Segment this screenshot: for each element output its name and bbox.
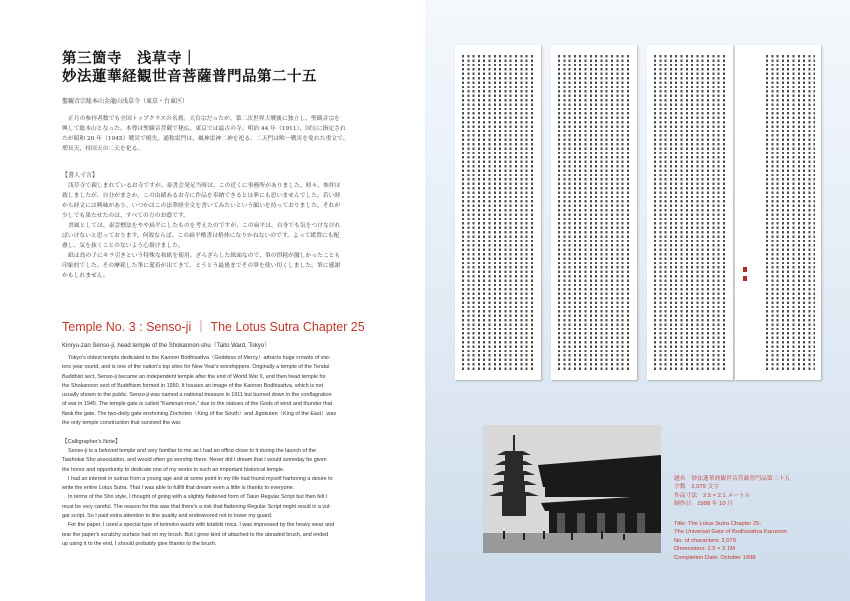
english-note-line: Senso-ji is a beloved temple and very familiar to me as I had an office close to it during the launch of the	[68, 448, 317, 454]
english-note	[62, 447, 406, 549]
japanese-title-line-1: 第三箇寺 浅草寺｜	[62, 50, 197, 67]
japanese-note-line: 致しましたが、自分がまさか、この由緒あるお寺に作品を奉納できるとは夢にも思いませんでした。若い時	[62, 193, 341, 199]
english-intro-line: flank the gate. The two-deity gate enshrining Zochoten（King of the South）and Jigokuten（King of the East）was	[62, 410, 337, 417]
japanese-intro-line: 興して総本山となった。本尊は聖観音菩薩で秘仏。東京では最古の寺。明治 44 年（1911）、国宝に指定され	[62, 126, 346, 132]
right-page	[425, 0, 850, 601]
english-note-line: must be very careful. The reason for this was that there's a risk that flattening Regular Script might result in a vul-	[62, 503, 332, 510]
english-note-line: gar script. So I paid extra attention to line quality and endeavored not to lower my guard.	[62, 513, 273, 520]
caption-line: 字数 2,079 文字	[674, 484, 720, 491]
japanese-note-line: かもしれません。	[62, 273, 109, 279]
japanese-subtitle: 聖観音宗総本山金龍山浅草寺（東京・台東区）	[62, 98, 189, 105]
calligraphy-scroll-3	[647, 45, 733, 380]
caption-line: 題名 妙法蓮華経観世音菩薩普門品第二十五	[674, 476, 790, 482]
work-caption-english	[674, 520, 787, 562]
calligraphy-scroll-1	[455, 45, 541, 380]
caption-line: The Universal Gate of Bodhisattva Kanzeon	[674, 529, 787, 536]
caption-line: Dimensions: 2.5 × 2.1M	[674, 546, 736, 553]
japanese-note-line: 書風としては、泰雲標法をやや扁平にしたものを考えたのですが、この扁平は、自身でも気をつけなけれ	[68, 223, 341, 229]
japanese-note-heading: 【書人寸言】	[62, 172, 99, 179]
japanese-note-line: ばいけないと思っております。何故ならば、この扁平楷書は格体になりかねないのです。よって緩置にも配	[62, 233, 340, 239]
temple-pagoda-icon	[483, 425, 661, 553]
caption-line: Title: The Lotus Sutra Chapter 25:	[674, 521, 762, 527]
english-note-line: write the entire Lotus Sutra. That I was able to fulfill that dream even a little is thanks to everyone.	[62, 485, 295, 492]
english-note-line: up using it to the end. I should probably give thanks to the brush.	[62, 540, 217, 547]
calligraphy-text-columns	[765, 55, 815, 370]
calligraphy-text-columns	[557, 55, 631, 370]
english-title: Temple No. 3 : Senso-ji ｜ The Lotus Sutra Chapter 25	[62, 320, 365, 334]
work-caption-japanese	[674, 475, 790, 509]
japanese-title	[62, 50, 402, 86]
japanese-note-line: 紙は鳥の子にキラ引きという特殊な和紙を使用。ざらざらした紙面なので、筆の摂耗が激しかったことも	[68, 253, 341, 259]
caption-line: No. of characters: 2,079	[674, 537, 736, 544]
japanese-note-line: 慮し、気を抜くことのないよう心掛けました。	[62, 243, 184, 249]
english-note-line: Taishokai Sho association, and would often go worship there. Never did I dream that I would someday be given	[62, 457, 327, 464]
english-note-heading: 【Calligrapher's Note】	[62, 439, 121, 445]
caption-line: 作品寸法 2.5 × 2.1 メートル	[674, 492, 751, 499]
calligraphy-scroll-2	[551, 45, 637, 380]
english-subtitle: Kinryu-zan Senso-ji, head temple of the Shokannon-shu（Taito Ward, Tokyo）	[62, 343, 271, 349]
english-note-line: In terms of the Sho style, I thought of going with a slightly flattened form of Taiun Regular Script but then felt I	[68, 494, 328, 501]
calligraphy-scroll-4	[735, 45, 821, 380]
caption-line: 制作日 1998 年 10 月	[674, 501, 733, 508]
english-intro-line: usually shown to the public. Senso-ji was named a national treasure in 1911 but burned down in the conflagration	[62, 392, 332, 399]
japanese-note-line: 印象的でした。その摩耗した筆に愛着が出てきて、とうとう最後までその筆を使い切くしました。筆に感謝	[62, 263, 341, 269]
english-intro-line: Buddhist sect, Senso-ji became an independent temple after the end of World War II, and then head temple for	[62, 373, 326, 380]
japanese-intro-line: たが昭和 20 年（1945）戦災で焼失。通称雷門は、風神雷神二神を祀る。二天門は唯一戦災を免れた重文で、	[62, 136, 349, 142]
english-intro-line: the only temple construction that survived the war.	[62, 420, 182, 427]
english-note-line: I had an interest in sutras from a young age and at some point in my life had found myself harboring a desire to	[68, 475, 333, 482]
english-note-line: the honor and opportunity to dedicate one of my works to such an important historical temple.	[62, 466, 285, 473]
japanese-note-line: から経文には興味があり、いつかはこの法華経全文を書いてみたいという願いを持っておりました。それが	[62, 203, 341, 209]
english-note-line: tear the paper's scratchy surface had on my brush. But I grew kind of attached to the abraded brush, and ended	[62, 531, 329, 538]
japanese-note	[62, 181, 404, 281]
japanese-note-line: 少しでも果たせたのは、すべての方のお蔭です。	[62, 213, 189, 219]
english-intro-line: of war in 1945. The temple gate is called "Kaminari-mon," due to the statues of the Gods of wind and thunder that	[62, 401, 333, 408]
japanese-title-line-2: 妙法蓮華経観世音菩薩普門品第二十五	[62, 68, 317, 85]
english-intro-line: the Shokannon sect of Buddhism formed in 1950. It houses an image of the Kannon Bodhisattva, which is not	[62, 382, 324, 389]
english-intro	[62, 354, 406, 428]
english-note-line: For the paper, I used a special type of torinoko washi with kirabiki mica. I was impressed by the heavy wear and	[68, 522, 335, 529]
english-intro-line: tors year round, and is one of the nation's top sites for New Year's worshippers. Originally a temple of the Tendai	[62, 364, 330, 371]
red-seal-icon	[743, 267, 747, 272]
japanese-note-line: 浅草寺で親しまれているお寺ですが、泰書会発足当時は、この近くに事務所がありました。時々、参拝は	[68, 183, 341, 189]
calligraphy-text-columns	[461, 55, 535, 370]
senso-ji-photo	[483, 425, 661, 553]
english-intro-line: Tokyo's oldest temple dedicated to the Kannon Bodhisattva（Goddess of Mercy）attracts huge crowds of visi-	[68, 355, 331, 361]
japanese-intro	[62, 114, 404, 154]
caption-line: Completion Date: October 1998	[674, 554, 756, 561]
japanese-intro-line: 正月の参拝者数でも全国トップクラスの名刹。天台宗だったが、第二次世界大戦後に独立し、聖観音宗を	[68, 116, 340, 122]
red-seal-icon	[743, 276, 747, 281]
japanese-intro-line: 増長天、持国天の二天を祀る。	[62, 146, 144, 152]
calligraphy-text-columns	[653, 55, 727, 370]
